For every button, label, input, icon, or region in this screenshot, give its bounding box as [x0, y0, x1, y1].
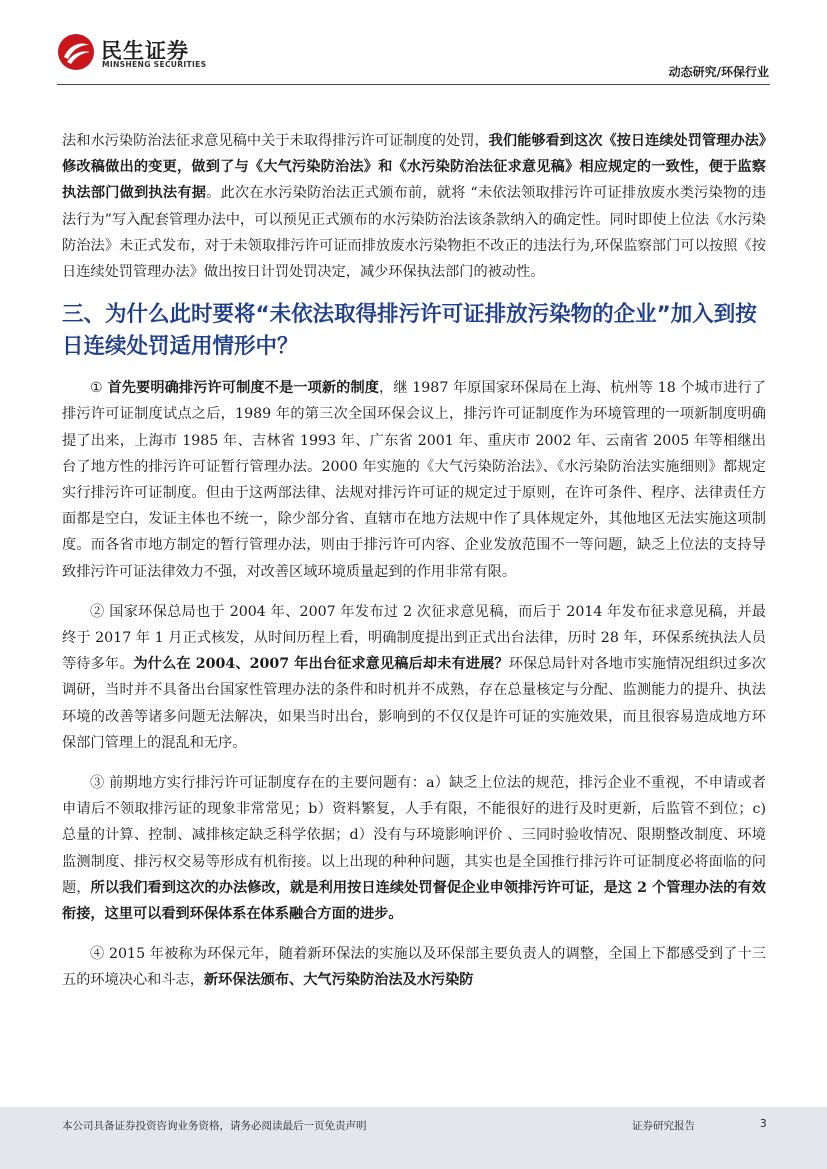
paragraph-1-bold: 我们能够看到这次《按日连续处罚管理办法》修改稿做出的变更，做到了与《大气污染防治法》和《水污染防治法征求意见稿》相应规定的一致性，便于监察执法部门做到执法有据: [62, 133, 766, 202]
logo-chinese-name: 民生证券: [101, 39, 189, 63]
paragraph-1-text-b: 。此次在水污染防治法正式颁布前，就将 “未依法领取排污许可证排放废水类污染物的违法行为”写入配套管理办法中，可以预见正式颁布的水污染防治法该条款纳入的确定性。同时即使上位法《水污染防治法》未正式发布，对于未领取排污许可证而排放废水污染物拒不改正的违法行为,环保监察部门可以按照《按日连续处罚管理办法》做出按日计罚处罚决定，减少环保执法部门的被动性。: [62, 185, 766, 281]
paragraph-3-text-b: 环保总局针对各地市实施情况组织过多次调研，当时并不具备出台国家性管理办法的条件和时机并不成熟，存在总量核定与分配、监测能力的提升、执法环境的改善等诸多问题无法解决，如果当时出台，影响到的不仅仅是许可证的实施效果，而且很容易造成地方环保部门管理上的混乱和无序。: [62, 656, 766, 751]
paragraph-3-bold: 为什么在 2004、2007 年出台征求意见稿后却未有进展？: [133, 656, 509, 673]
main-content: [62, 128, 766, 1008]
company-logo: [57, 33, 207, 73]
section-heading: 三、为什么此时要将“未依法取得排污许可证排放污染物的企业”加入到按日连续处罚适用情形中？: [62, 302, 757, 360]
paragraph-1-text-a: 法和水污染防治法征求意见稿中关于未取得排污许可证制度的处罚，: [62, 133, 489, 149]
paragraph-5-text-a: ④ 2015 年被称为环保元年，随着新环保法的实施以及环保部主要负责人的调整，全国上下都感受到了十三五的环境决心和斗志，: [62, 946, 766, 989]
paragraph-1: [62, 128, 766, 285]
footer-disclaimer: 本公司具备证券投资咨询业务资格，请务必阅读最后一页免责声明: [62, 1120, 367, 1132]
page-header: [0, 0, 827, 90]
paragraph-2: [62, 375, 766, 585]
paragraph-2-bold: 首先要明确排污许可制度不是一项新的制度: [107, 380, 380, 397]
paragraph-3: [62, 599, 766, 756]
footer-report-type: 证券研究报告: [632, 1120, 695, 1132]
paragraph-3-text-a: ② 国家环保总局也于 2004 年、2007 年发布过 2 次征求意见稿，而后于 2014 年发布征求意见稿，并最终于 2017 年 1 月正式核发，从时间历程上看，明确制度提出到正式出台法律，历时 28 年，环保系统执法人员等待多年。: [62, 603, 766, 673]
paragraph-2-text-a: ①: [90, 380, 108, 397]
page-number: 3: [760, 1118, 767, 1130]
paragraph-5: [62, 941, 766, 993]
minsheng-logo-icon: [57, 33, 95, 71]
report-category: 动态研究/环保行业: [668, 65, 769, 79]
logo-english-name: MINSHENG SECURITIES: [102, 60, 207, 69]
paragraph-5-bold: 新环保法颁布、大气污染防治法及水污染防: [203, 972, 474, 989]
header-divider: [57, 84, 770, 85]
paragraph-4-text-a: ③ 前期地方实行排污许可证制度存在的主要问题有：a）缺乏上位法的规范，排污企业不重视，不申请或者申请后不领取排污证的现象非常常见；b）资料繁复，人手有限，不能很好的进行及时更新，后监管不到位；c) 总量的计算、控制、减排核定缺乏科学依据；d）没有与环境影响评价 、三同时验收情况、限期整改制度、环境监测制度、排污权交易等形成有机衔接。以上出现的种种问题，其实也是全国推行排污许可证制度必将面临的问题，: [62, 775, 766, 896]
page-footer: [0, 1107, 827, 1169]
paragraph-4: [62, 770, 766, 927]
paragraph-4-bold: 所以我们看到这次的办法修改，就是利用按日连续处罚督促企业申领排污许可证，是这 2 个管理办法的有效衔接，这里可以看到环保体系在体系融合方面的进步。: [62, 879, 766, 923]
paragraph-2-text-b: ，继 1987 年原国家环保局在上海、杭州等 18 个城市进行了排污许可证制度试点之后，1989 年的第三次全国环保会议上，排污许可证制度作为环境管理的一项新制度明确提了出来，上海市 1985 年、吉林省 1993 年、广东省 2001 年、重庆市 2002 年、云南省 2005 年等相继出台了地方性的排污许可证暂行管理办法。2000 年实施的《大气污染防治法》、《水污染防治法实施细则》都规定实行排污许可证制度。但由于这两部法律、法规对排污许可证的规定过于原则，在许可条件、程序、法律责任方面都是空白，发证主体也不统一，除少部分省、直辖市在地方法规中作了具体规定外，其他地区无法实施这项制度。而各省市地方制定的暂行管理办法，则由于排污许可内容、企业发放范围不一等问题，缺乏上位法的支持导致排污许可证法律效力不强，对改善区域环境质量起到的作用非常有限。: [62, 380, 766, 580]
